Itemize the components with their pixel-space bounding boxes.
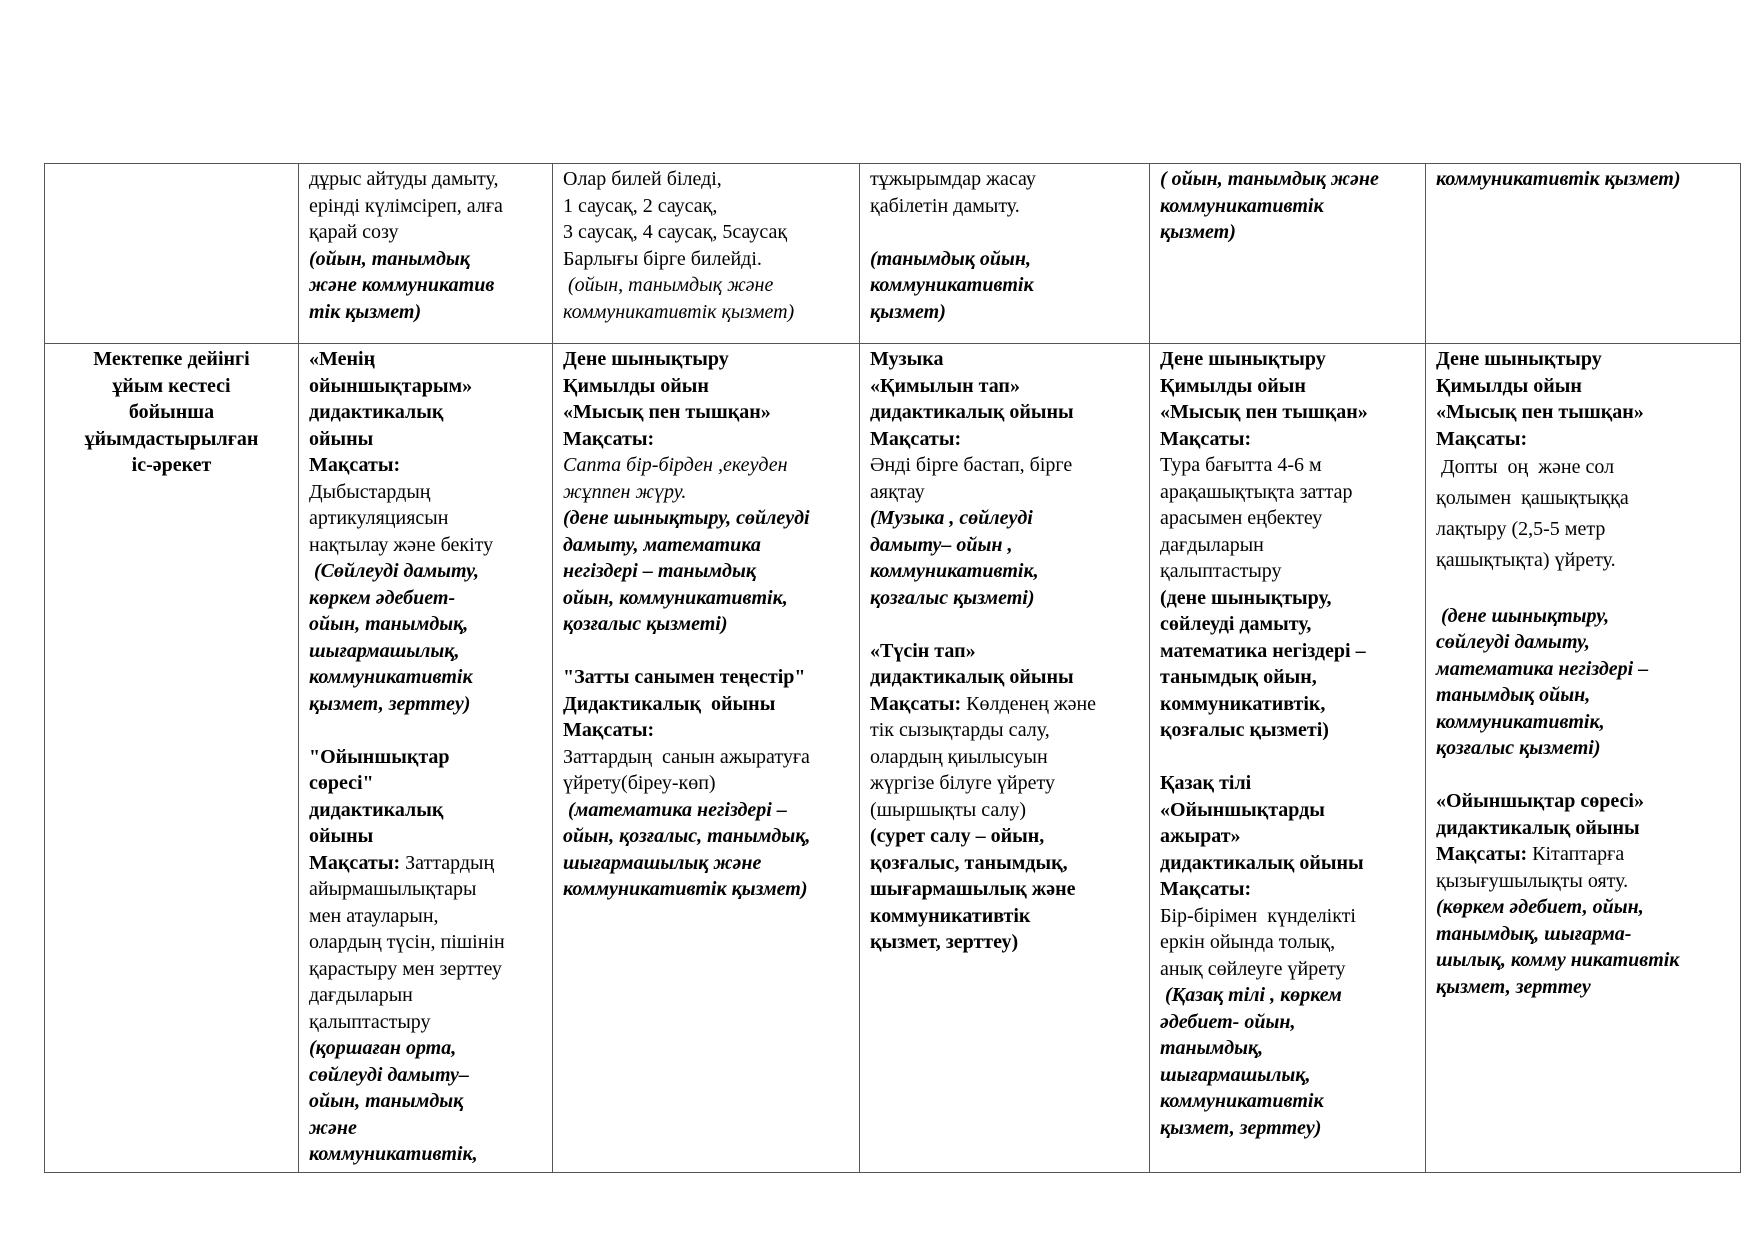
activity-note: математика негіздері –: [1436, 657, 1649, 680]
activity-note: ойын, танымдық: [309, 1090, 464, 1112]
goal-text: қызығушылықты ояту.: [1436, 869, 1629, 892]
goal-text: Кітаптарға: [1527, 843, 1625, 865]
activity-note: шығармашылық және: [563, 851, 762, 874]
row-header-line: бойынша: [128, 401, 215, 423]
table-row-continuation: [45, 164, 1741, 344]
game-title: «Мысық пен тышқан»: [563, 401, 771, 423]
goal-text: Заттардың: [400, 851, 495, 874]
text-line: Олар билей біледі,: [563, 168, 722, 190]
activity-note: қызмет, зерттеу: [1436, 975, 1591, 998]
game-title: "Затты санымен теңестір": [563, 666, 806, 688]
goal-label: Мақсаты:: [1160, 427, 1252, 450]
goal-text: лақтыру (2,5-5 метр: [1436, 518, 1606, 540]
activity-note: негіздері – танымдық: [563, 560, 756, 582]
activity-note: шылық, комму никативтік: [1436, 949, 1680, 971]
activity-note: (Сөйлеуді дамыту,: [309, 560, 479, 582]
goal-text: қалыптастыру: [309, 1010, 431, 1033]
goal-text: Дыбыстардың: [309, 480, 431, 503]
goal-label: Мақсаты:: [1436, 427, 1528, 450]
goal-text: айырмашылықтары: [309, 878, 477, 900]
game-title: дидактикалық ойыны: [870, 401, 1074, 423]
goal-text: Тура бағытта 4-6 м: [1160, 454, 1322, 476]
activity-note: (қоршаған орта,: [309, 1037, 457, 1059]
activity-note: қызмет, зерттеу): [309, 692, 471, 715]
activity-note: әдебиет- ойын,: [1160, 1010, 1296, 1033]
goal-text: аяқтау: [870, 480, 925, 503]
cell-col1: [299, 344, 553, 1173]
activity-note: көркем әдебиет-: [309, 586, 456, 609]
activity-note: қызмет): [870, 300, 946, 323]
goal-text: арақашықтықта заттар: [1160, 480, 1353, 503]
goal-text: нақтылау және бекіту: [309, 533, 494, 556]
activity-note: қызмет): [1160, 221, 1236, 243]
activity-note: коммуникативтік қызмет): [1436, 168, 1681, 190]
activity-note: математика негіздері –: [1160, 639, 1366, 662]
goal-text: олардың түсін, пішінін: [309, 931, 505, 953]
goal-text: тік сызықтарды салу,: [870, 719, 1050, 741]
activity-note: танымдық ойын,: [1160, 666, 1317, 688]
cell-top-col1: [299, 164, 553, 344]
activity-note: (Музыка , сөйлеуді: [870, 507, 1033, 529]
activity-note: танымдық ойын,: [1436, 684, 1591, 706]
activity-note: коммуникативтік,: [870, 560, 1039, 582]
activity-note: коммуникативтік,: [1160, 692, 1326, 715]
game-title: дидактикалық: [309, 401, 444, 423]
cell-top-col5: [1426, 164, 1741, 344]
row-header-line: іс-әрекет: [131, 454, 212, 476]
game-title: «Мысық пен тышқан»: [1160, 401, 1368, 423]
game-title: ажырат»: [1160, 825, 1241, 847]
activity-note: қызмет, зерттеу): [1160, 1116, 1322, 1139]
goal-label: Мақсаты:: [309, 851, 401, 874]
game-title: дидактикалық ойыны: [870, 666, 1074, 688]
activity-note: дамыту– ойын ,: [870, 533, 1013, 556]
game-title: Қимылды ойын: [1160, 374, 1306, 397]
activity-note: коммуникативтік қызмет): [563, 878, 808, 900]
goal-text: жүргізе білуге үйрету: [870, 772, 1055, 794]
activity-note: сөйлеуді дамыту,: [1160, 613, 1312, 635]
text-line: 1 саусақ, 2 саусақ,: [563, 194, 718, 217]
activity-note: (математика негіздері –: [563, 798, 787, 821]
text-line: дұрыс айтуды дамыту,: [309, 168, 499, 190]
activity-note: қозғалыс, танымдық,: [870, 851, 1068, 874]
activity-note: тік қызмет): [309, 300, 422, 323]
subject-title: Музыка: [870, 348, 944, 370]
activity-note: дамыту, математика: [563, 533, 761, 556]
schedule-table: [44, 163, 1741, 1173]
activity-note: қозғалыс қызметі): [563, 613, 728, 635]
activity-note: қозғалыс қызметі): [870, 586, 1035, 609]
activity-note: сөйлеуді дамыту–: [309, 1063, 469, 1086]
game-title: ойыны: [309, 825, 374, 847]
goal-label: Мақсаты:: [870, 427, 962, 450]
goal-text: дағдыларын: [1160, 533, 1264, 556]
game-title: «Түсін тап»: [870, 639, 976, 662]
goal-label: Мақсаты:: [1160, 878, 1252, 900]
game-title: «Ойыншықтар сөресі»: [1436, 790, 1644, 812]
goal-text: үйрету(біреу-көп): [563, 772, 716, 794]
activity-note: шығармашылық,: [1160, 1063, 1311, 1086]
activity-note: қозғалыс қызметі): [1160, 719, 1329, 741]
activity-note: коммуникативтік,: [309, 1143, 478, 1165]
activity-note: (дене шынықтыру, сөйлеуді: [563, 507, 810, 529]
activity-note: ойын, қозғалыс, танымдық,: [563, 825, 811, 847]
activity-note: қозғалыс қызметі): [1436, 737, 1601, 759]
cell-col3: [860, 344, 1150, 1173]
goal-label: Мақсаты:: [1436, 843, 1528, 865]
game-title: Дидактикалық ойыны: [563, 692, 776, 715]
goal-text: арасымен еңбектеу: [1160, 507, 1323, 529]
activity-note: танымдық,: [1160, 1037, 1264, 1059]
cell-top-col4: [1150, 164, 1426, 344]
text-line: ерінді күлімсіреп, алға: [309, 194, 503, 217]
goal-text: Әнді бірге бастап, бірге: [870, 454, 1073, 476]
goal-text: қолымен қашықтыққа: [1436, 487, 1629, 509]
cell-col5: [1426, 344, 1741, 1173]
goal-text: Сапта бір-бірден ,екеуден: [563, 454, 788, 476]
goal-text: жұппен жүру.: [563, 480, 687, 503]
activity-note: коммуникативтік: [870, 274, 1034, 296]
cell-top-col2: [553, 164, 860, 344]
goal-text: қашықтықта) үйрету.: [1436, 549, 1616, 571]
activity-note: (дене шынықтыру,: [1436, 604, 1610, 627]
game-title: дидактикалық: [309, 798, 444, 821]
activity-note: шығармашылық және: [870, 878, 1076, 900]
game-title: Қимылды ойын: [1436, 374, 1582, 397]
goal-line: [1436, 841, 1730, 868]
goal-label: Мақсаты:: [563, 719, 655, 741]
row-header-cell: [45, 344, 299, 1173]
goal-text: қалыптастыру: [1160, 560, 1282, 582]
activity-note: (дене шынықтыру,: [1160, 586, 1332, 609]
activity-note: қызмет, зерттеу): [870, 931, 1019, 953]
text-line: қабілетін дамыту.: [870, 194, 1020, 217]
activity-note: және: [309, 1116, 357, 1139]
game-title: "Ойыншықтар: [309, 745, 450, 768]
activity-note: коммуникативтік: [309, 666, 473, 688]
activity-note: танымдық, шығарма-: [1436, 922, 1632, 945]
activity-note: ойын, коммуникативтік,: [563, 586, 788, 609]
text-line: тұжырымдар жасау: [870, 168, 1036, 190]
goal-text: дағдыларын: [309, 984, 413, 1006]
goal-text: Допты оң және сол: [1436, 456, 1615, 478]
row-header-line: Мектепке дейінгі: [93, 348, 250, 370]
goal-label: Мақсаты:: [563, 427, 655, 450]
cell-col4: [1150, 344, 1426, 1173]
activity-note: (ойын, танымдық және: [563, 274, 774, 296]
game-title: дидактикалық ойыны: [1436, 816, 1640, 839]
goal-text: мен атауларын,: [309, 904, 439, 927]
activity-note: коммуникативтік қызмет): [563, 300, 795, 323]
goal-line: [309, 850, 542, 877]
subject-title: Дене шынықтыру: [563, 348, 729, 370]
activity-note: ( ойын, танымдық және: [1160, 168, 1379, 190]
goal-label: Мақсаты:: [870, 692, 962, 715]
subject-title: Дене шынықтыру: [1160, 348, 1326, 370]
activity-note: коммуникативтік,: [1436, 710, 1605, 733]
game-title: «Менің: [309, 348, 376, 370]
game-title: ойыншықтарым»: [309, 374, 473, 397]
game-title: ойыны: [309, 427, 374, 450]
subject-title: Дене шынықтыру: [1436, 348, 1602, 370]
goal-text: еркін ойында толық,: [1160, 931, 1336, 953]
text-line: Барлығы бірге билейді.: [563, 247, 762, 270]
cell-top-col3: [860, 164, 1150, 344]
activity-note: коммуникативтік: [870, 904, 1031, 927]
activity-note: және коммуникатив: [309, 274, 495, 296]
goal-text: артикуляциясын: [309, 507, 449, 529]
activity-note: коммуникативтік: [1160, 194, 1324, 217]
table-row-organized-activity: [45, 344, 1741, 1173]
goal-text: олардың қиылысуын: [870, 745, 1048, 768]
activity-note: (көркем әдебиет, ойын,: [1436, 896, 1644, 918]
game-title: «Мысық пен тышқан»: [1436, 401, 1644, 423]
activity-note: коммуникативтік: [1160, 1090, 1324, 1112]
subject-title: Қазақ тілі: [1160, 772, 1252, 794]
text-line: қарай созу: [309, 221, 399, 243]
goal-line: [870, 691, 1139, 718]
game-title: Қимылды ойын: [563, 374, 709, 397]
goal-text: қарастыру мен зерттеу: [309, 957, 502, 980]
goal-text: анық сөйлеуге үйрету: [1160, 957, 1346, 980]
game-title: сөресі": [309, 772, 374, 794]
game-title: дидактикалық ойыны: [1160, 851, 1364, 874]
activity-note: (ойын, танымдық: [309, 247, 470, 270]
goal-label: Мақсаты:: [309, 454, 401, 476]
row-header-line: ұйымдастырылған: [84, 427, 259, 450]
goal-text: Көлденең және: [961, 692, 1097, 715]
activity-note: (сурет салу – ойын,: [870, 825, 1045, 847]
activity-note: шығармашылық,: [309, 639, 460, 662]
goal-text: Бір-бірімен күнделікті: [1160, 904, 1356, 927]
activity-note: (Қазақ тілі , көркем: [1160, 984, 1342, 1006]
cell-col2: [553, 344, 860, 1173]
game-title: «Қимылын тап»: [870, 374, 1020, 397]
cell-empty: [45, 164, 299, 344]
activity-note: ойын, танымдық,: [309, 613, 469, 635]
row-header-line: ұйым кестесі: [112, 374, 231, 397]
game-title: «Ойыншықтарды: [1160, 798, 1325, 821]
text-line: 3 саусақ, 4 саусақ, 5саусақ: [563, 221, 788, 243]
activity-note: сөйлеуді дамыту,: [1436, 631, 1590, 653]
activity-note: (танымдық ойын,: [870, 247, 1031, 270]
goal-text: Заттардың санын ажыратуға: [563, 745, 810, 768]
goal-text: (шыршықты салу): [870, 798, 1027, 821]
